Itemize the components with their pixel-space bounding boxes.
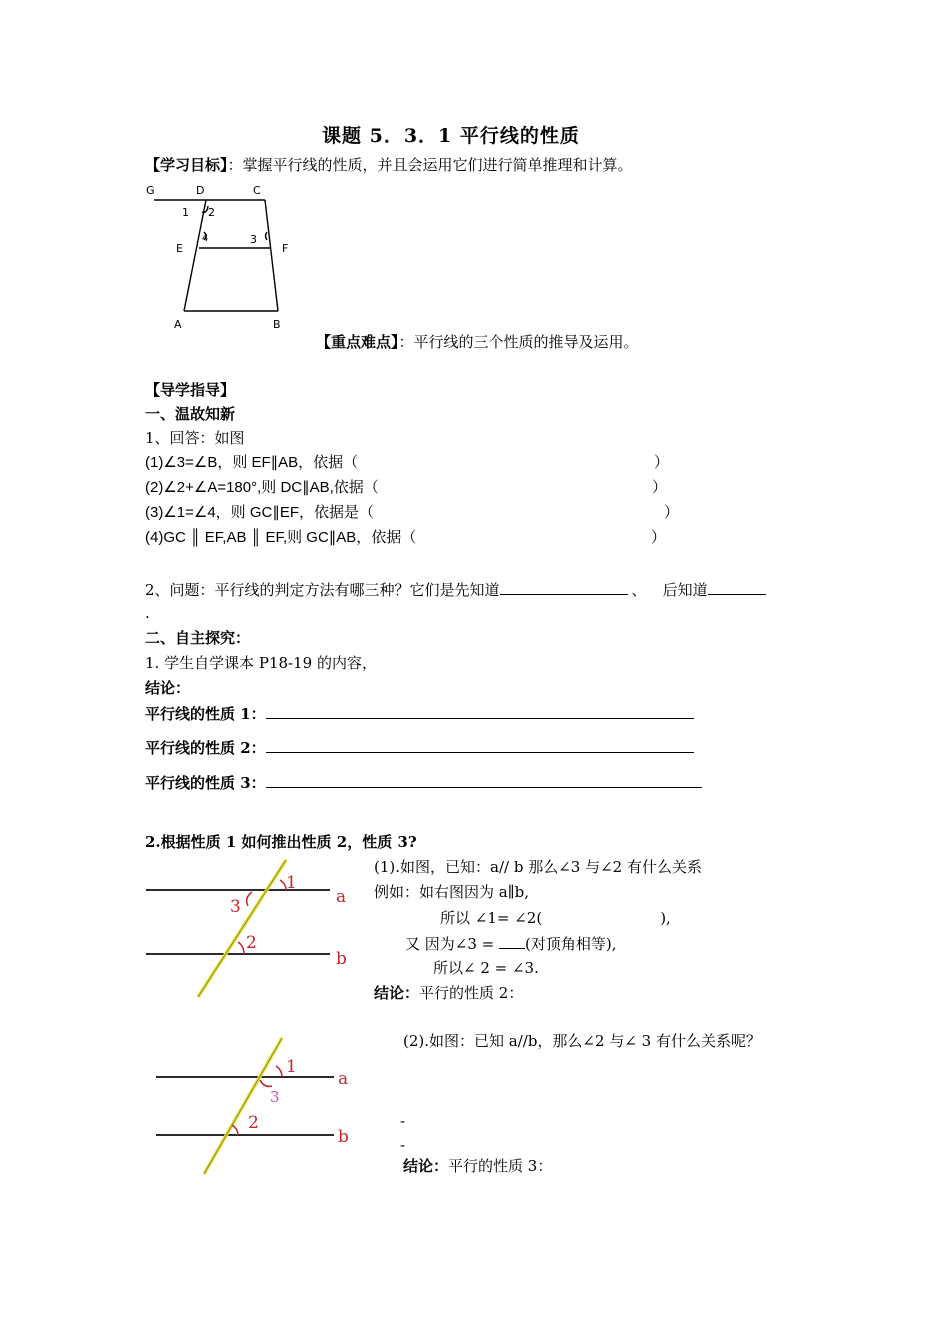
q1-item-3-close: ） xyxy=(664,504,680,521)
fig2-angle-1: 1 xyxy=(286,873,297,893)
fig2-line-a: a xyxy=(336,887,347,907)
keypoint-label: 【重点难点】 xyxy=(316,333,399,351)
fig3-line-a: a xyxy=(338,1069,349,1089)
part2-dash-1: - xyxy=(400,1112,406,1130)
fig3-angle-3: 3 xyxy=(270,1088,280,1106)
part1-line2-b: ), xyxy=(660,909,671,927)
q2-blank-2[interactable] xyxy=(708,580,766,595)
q2 xyxy=(145,580,766,599)
q1-item-1-close: ） xyxy=(654,454,670,471)
q1-item-2: (2)∠2+∠A=180°,则 DC∥AB,依据（ xyxy=(145,479,379,496)
part1-line2-a: 所以 ∠1= ∠2( xyxy=(440,909,543,927)
page-title: 课题 5．3．1 平行线的性质 xyxy=(322,125,580,147)
parallel-lines-figure-2 xyxy=(148,1030,368,1180)
part1-line3-blank[interactable] xyxy=(499,934,525,949)
guide-heading: 【导学指导】 xyxy=(145,381,236,399)
label-angle-2: 2 xyxy=(208,206,215,219)
q1-item-4-close: ） xyxy=(651,529,667,546)
section2-heading: 二、自主探究： xyxy=(145,629,251,647)
objective xyxy=(145,156,633,174)
label-C: C xyxy=(253,184,261,197)
fig3-line-b: b xyxy=(338,1127,349,1147)
keypoint-text: ：平行线的三个性质的推导及运用。 xyxy=(398,333,639,351)
fig2-angle-2: 2 xyxy=(246,933,257,953)
part1-conclusion-text: 平行的性质 2： xyxy=(419,984,524,1002)
part2-question: (2).如图：已知 a//b，那么∠2 与∠ 3 有什么关系呢？ xyxy=(403,1032,761,1050)
derive-heading: 2.根据性质 1 如何推出性质 2，性质 3? xyxy=(145,833,417,851)
part1-conclusion-label: 结论： xyxy=(374,984,420,1002)
label-angle-1: 1 xyxy=(182,206,189,219)
part2-dash-2: - xyxy=(400,1136,406,1154)
part1-line2 xyxy=(440,909,671,927)
part1-line3-a: 又 因为∠3 = xyxy=(405,935,499,953)
label-angle-3: 3 xyxy=(250,233,257,246)
label-E: E xyxy=(176,242,183,255)
property-2-label: 平行线的性质 2： xyxy=(145,739,266,757)
label-D: D xyxy=(196,184,205,197)
property-1-blank[interactable] xyxy=(266,704,694,719)
property-2-blank[interactable] xyxy=(266,738,694,753)
part1-line3-b: (对顶角相等), xyxy=(525,935,617,953)
property-1 xyxy=(145,704,694,723)
q2-blank-1[interactable] xyxy=(500,580,628,595)
objective-text: ：掌握平行线的性质，并且会运用它们进行简单推理和计算。 xyxy=(227,156,633,174)
label-angle-4: 4 xyxy=(202,233,209,244)
label-A: A xyxy=(174,318,182,331)
property-2 xyxy=(145,738,694,757)
property-3-blank[interactable] xyxy=(266,773,702,788)
fig3-angle-2: 2 xyxy=(248,1113,259,1133)
objective-label: 【学习目标】 xyxy=(145,156,228,174)
label-F: F xyxy=(282,242,289,255)
q1-item-2-close: ） xyxy=(652,479,668,496)
q2-dot: . xyxy=(145,604,150,622)
q2-text: 2、问题：平行线的判定方法有哪三种？它们是先知道 xyxy=(145,581,500,599)
q1-item-3: (3)∠1=∠4，则 GC∥EF，依据是（ xyxy=(145,504,375,521)
fig2-line-b: b xyxy=(336,949,347,969)
part1-line1: 例如：如右图因为 a∥b, xyxy=(374,883,530,901)
fig2-angle-3: 3 xyxy=(230,897,241,917)
q1-intro: 1、回答：如图 xyxy=(145,429,245,447)
property-1-label: 平行线的性质 1： xyxy=(145,705,266,723)
part1-line4: 所以∠ 2 = ∠3. xyxy=(433,959,539,977)
q1-item-1: (1)∠3=∠B，则 EF∥AB，依据（ xyxy=(145,454,359,471)
part1-line3 xyxy=(405,934,616,953)
part1-conclusion xyxy=(374,984,523,1002)
q1-item-4: (4)GC ║ EF,AB ║ EF,则 GC∥AB，依据（ xyxy=(145,529,417,546)
quadrilateral-figure xyxy=(140,178,300,338)
q2-separator: 、 xyxy=(631,581,647,599)
section1-heading: 一、温故知新 xyxy=(145,405,236,423)
conclusion-label: 结论： xyxy=(145,679,191,697)
part2-conclusion-text: 平行的性质 3： xyxy=(448,1157,553,1175)
study-instruction: 1. 学生自学课本 P18-19 的内容， xyxy=(145,654,377,672)
label-G: G xyxy=(146,184,155,197)
q2-after: 后知道 xyxy=(662,581,708,599)
part2-conclusion xyxy=(403,1157,552,1175)
parallel-lines-figure-1 xyxy=(140,852,360,1002)
property-3 xyxy=(145,773,702,792)
fig3-angle-1: 1 xyxy=(286,1057,297,1077)
part2-conclusion-label: 结论： xyxy=(403,1157,449,1175)
property-3-label: 平行线的性质 3： xyxy=(145,774,266,792)
part1-question: (1).如图，已知：a// b 那么∠3 与∠2 有什么关系 xyxy=(374,858,702,876)
keypoint xyxy=(316,333,639,351)
label-B: B xyxy=(273,318,281,331)
